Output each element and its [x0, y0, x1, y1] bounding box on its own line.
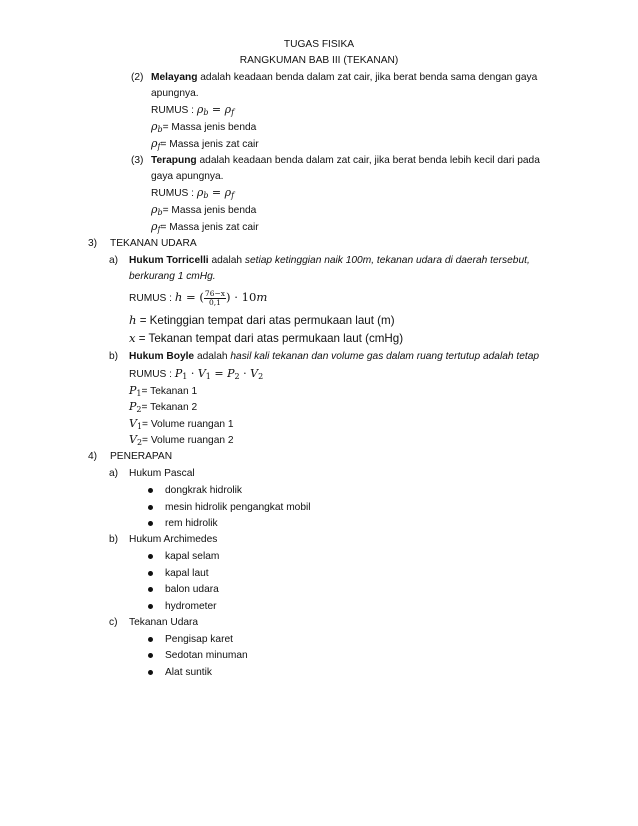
h-symbol: h [174, 290, 183, 304]
item-melayang-line1 [151, 71, 537, 85]
rho-symbol: ρ [151, 120, 158, 133]
torricelli-line1 [129, 254, 530, 268]
v-symbol: V [197, 367, 206, 380]
section-3-heading: TEKANAN UDARA [110, 238, 197, 249]
melayang-desc2: apungnya. [151, 88, 199, 99]
rumus-label: RUMUS : [151, 105, 197, 116]
torricelli-x-def [129, 331, 403, 346]
list-item: balon udara [165, 584, 219, 595]
fraction-denominator: 0,1 [208, 297, 221, 307]
list-item: rem hidrolik [165, 518, 218, 529]
bullet-icon [148, 637, 153, 642]
group-title: Hukum Archimedes [129, 534, 218, 545]
list-item: kapal laut [165, 568, 209, 579]
p-symbol: P [129, 400, 137, 413]
group-letter: c) [109, 617, 118, 628]
connector-text: adalah [208, 255, 245, 266]
bullet-icon [148, 653, 153, 658]
p-symbol: P [227, 367, 235, 380]
bullet-icon [148, 587, 153, 592]
definition: = Massa jenis benda [162, 205, 257, 216]
v-symbol: V [250, 367, 259, 380]
rho-symbol: ρ [151, 137, 158, 150]
torricelli-h-def [129, 313, 395, 328]
definition: = Volume ruangan 1 [142, 419, 234, 430]
subscript: f [231, 108, 235, 117]
melayang-formula [151, 103, 234, 118]
rho-symbol: ρ [224, 186, 232, 199]
terapung-def-b [151, 203, 256, 218]
subscript: f [157, 225, 161, 234]
list-item: kapal selam [165, 551, 220, 562]
rho-symbol: ρ [224, 103, 232, 116]
rho-symbol: ρ [151, 203, 158, 216]
fraction [204, 290, 226, 307]
equals-sign: = [208, 103, 225, 116]
terapung-desc2: gaya apungnya. [151, 171, 224, 182]
rumus-label: RUMUS : [129, 369, 175, 380]
list-item: dongkrak hidrolik [165, 485, 243, 496]
torricelli-formula [129, 288, 267, 308]
rho-symbol: ρ [151, 220, 158, 233]
subscript: 1 [136, 389, 142, 398]
torricelli-letter: a) [109, 255, 119, 266]
melayang-def-b [151, 120, 256, 135]
bullet-icon [148, 554, 153, 559]
rumus-label: RUMUS : [129, 293, 175, 304]
item-terapung-number: (3) [131, 155, 144, 166]
boyle-letter: b) [109, 351, 119, 362]
subscript: 2 [136, 438, 143, 447]
term-terapung: Terapung [151, 155, 197, 166]
section-4-heading: PENERAPAN [110, 451, 173, 462]
subscript: 1 [205, 372, 211, 381]
bullet-icon [148, 604, 153, 609]
bullet-icon [148, 521, 153, 526]
boyle-formula [129, 367, 263, 382]
boyle-p2-def [129, 400, 197, 415]
subscript: 2 [234, 372, 240, 381]
rho-symbol: ρ [196, 186, 204, 199]
term-melayang: Melayang [151, 72, 198, 83]
subscript: b [157, 125, 163, 134]
bullet-icon [148, 505, 153, 510]
rumus-label: RUMUS : [151, 188, 197, 199]
document-title: TUGAS FISIKA [283, 39, 355, 50]
definition: = Massa jenis zat cair [160, 222, 259, 233]
equals-sign: = [210, 367, 228, 380]
boyle-desc1: hasil kali tekanan dan volume gas dalam ruang tertutup adalah tetap [230, 351, 540, 362]
h-symbol: h [129, 313, 137, 327]
list-item: Sedotan minuman [165, 650, 248, 661]
definition: = Massa jenis zat cair [160, 139, 259, 150]
terapung-def-f [151, 220, 259, 235]
subscript: b [203, 108, 209, 117]
bullet-icon [148, 670, 153, 675]
boyle-v2-def [129, 433, 234, 448]
dot-operator: · [187, 367, 198, 380]
dot-operator: · [239, 367, 251, 380]
melayang-desc1: adalah keadaan benda dalam zat cair, jika berat benda sama dengan gaya [197, 72, 538, 83]
subscript: 1 [136, 422, 143, 431]
subscript: 2 [136, 405, 142, 414]
boyle-line1 [129, 350, 539, 364]
equals-sign: = [208, 186, 225, 199]
formula-part: ) · 10 [225, 290, 257, 304]
list-item: Pengisap karet [165, 634, 233, 645]
item-terapung-line1 [151, 154, 540, 168]
item-melayang-number: (2) [131, 72, 144, 83]
subscript: b [157, 208, 163, 217]
boyle-v1-def [129, 417, 234, 432]
terapung-formula [151, 186, 234, 201]
definition: = Tekanan tempat dari atas permukaan laut (cmHg) [135, 332, 404, 345]
definition: = Volume ruangan 2 [142, 435, 234, 446]
p-symbol: P [174, 367, 183, 380]
subscript: 1 [182, 372, 188, 381]
torricelli-desc2: berkurang 1 cmHg. [129, 271, 216, 282]
section-3-number: 3) [88, 238, 98, 249]
list-item: Alat suntik [165, 667, 212, 678]
subscript: 2 [258, 372, 264, 381]
boyle-p1-def [129, 384, 197, 399]
definition: = Massa jenis benda [162, 122, 257, 133]
group-letter: a) [109, 468, 119, 479]
group-title: Hukum Pascal [129, 468, 195, 479]
fraction-numerator: 76−x [204, 288, 225, 298]
list-item: hydrometer [165, 601, 217, 612]
subscript: f [231, 191, 235, 200]
p-symbol: P [129, 384, 137, 397]
list-item: mesin hidrolik pengangkat mobil [165, 502, 311, 513]
term-torricelli: Hukum Torricelli [129, 255, 209, 266]
section-4-number: 4) [88, 451, 98, 462]
group-letter: b) [109, 534, 119, 545]
v-symbol: V [129, 433, 137, 446]
term-boyle: Hukum Boyle [129, 351, 195, 362]
melayang-def-f [151, 137, 259, 152]
bullet-icon [148, 571, 153, 576]
definition: = Tekanan 2 [141, 402, 198, 413]
m-symbol: m [256, 290, 268, 304]
definition: = Tekanan 1 [141, 386, 198, 397]
subscript: b [203, 191, 209, 200]
rho-symbol: ρ [196, 103, 204, 116]
terapung-desc1: adalah keadaan benda dalam zat cair, jika berat benda lebih kecil dari pada [196, 155, 540, 166]
v-symbol: V [129, 417, 137, 430]
connector-text: adalah [194, 351, 231, 362]
subscript: f [157, 142, 161, 151]
document-subtitle: RANGKUMAN BAB III (TEKANAN) [239, 55, 399, 66]
formula-part: = ( [182, 290, 204, 304]
bullet-icon [148, 488, 153, 493]
torricelli-desc1: setiap ketinggian naik 100m, tekanan udara di daerah tersebut, [244, 255, 530, 266]
x-symbol: x [129, 331, 136, 345]
definition: = Ketinggian tempat dari atas permukaan laut (m) [136, 314, 395, 327]
group-title: Tekanan Udara [129, 617, 199, 628]
